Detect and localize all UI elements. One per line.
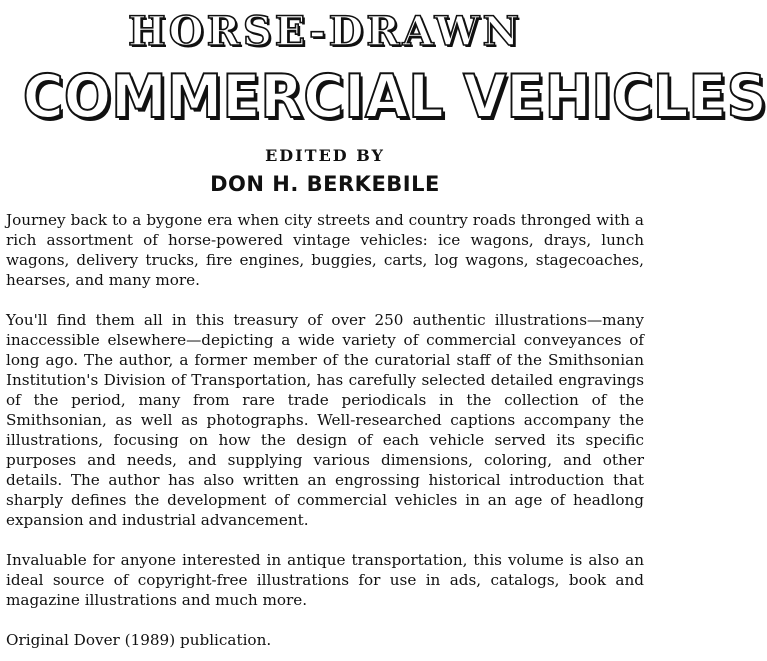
title-line-2: COMMERCIAL VEHICLES	[22, 62, 767, 132]
editor-name: DON H. BERKEBILE	[210, 172, 440, 196]
edited-by-label: EDITED BY	[265, 146, 385, 165]
title-line-1: HORSE-DRAWN	[127, 8, 523, 55]
description-paragraph-3: Invaluable for anyone interested in antique transportation, this volume is also an ideal source of copyright-free illustrations for use in ads, catalogs, book and magazine illustrations and much more.	[6, 551, 644, 609]
description-body	[6, 210, 644, 650]
description-paragraph-2: You'll find them all in this treasury of over 250 authentic illustrations—many inaccessible elsewhere—depicting a wide variety of commercial conveyances of long ago. The author, a former member of the curatorial staff of the Smithsonian Institution's Division of Transportation, has carefully selected detailed engravings of the period, many from rare trade periodicals in the collection of the Smithsonian, as well as photographs. Well-researched captions accompany the illustrations, focusing on how the design of each vehicle served its specific purposes and needs, and supplying various dimensions, coloring, and other details. The author has also written an engrossing historical introduction that sharply defines the development of commercial vehicles in an age of headlong expansion and industrial advancement.	[6, 311, 644, 529]
publication-note: Original Dover (1989) publication.	[6, 631, 272, 649]
description-paragraph-1: Journey back to a bygone era when city streets and country roads thronged with a rich assortment of horse-powered vintage vehicles: ice wagons, drays, lunch wagons, delivery trucks, fire engines, buggies, carts, log wagons, stagecoaches, hearses, and many more.	[6, 211, 644, 289]
